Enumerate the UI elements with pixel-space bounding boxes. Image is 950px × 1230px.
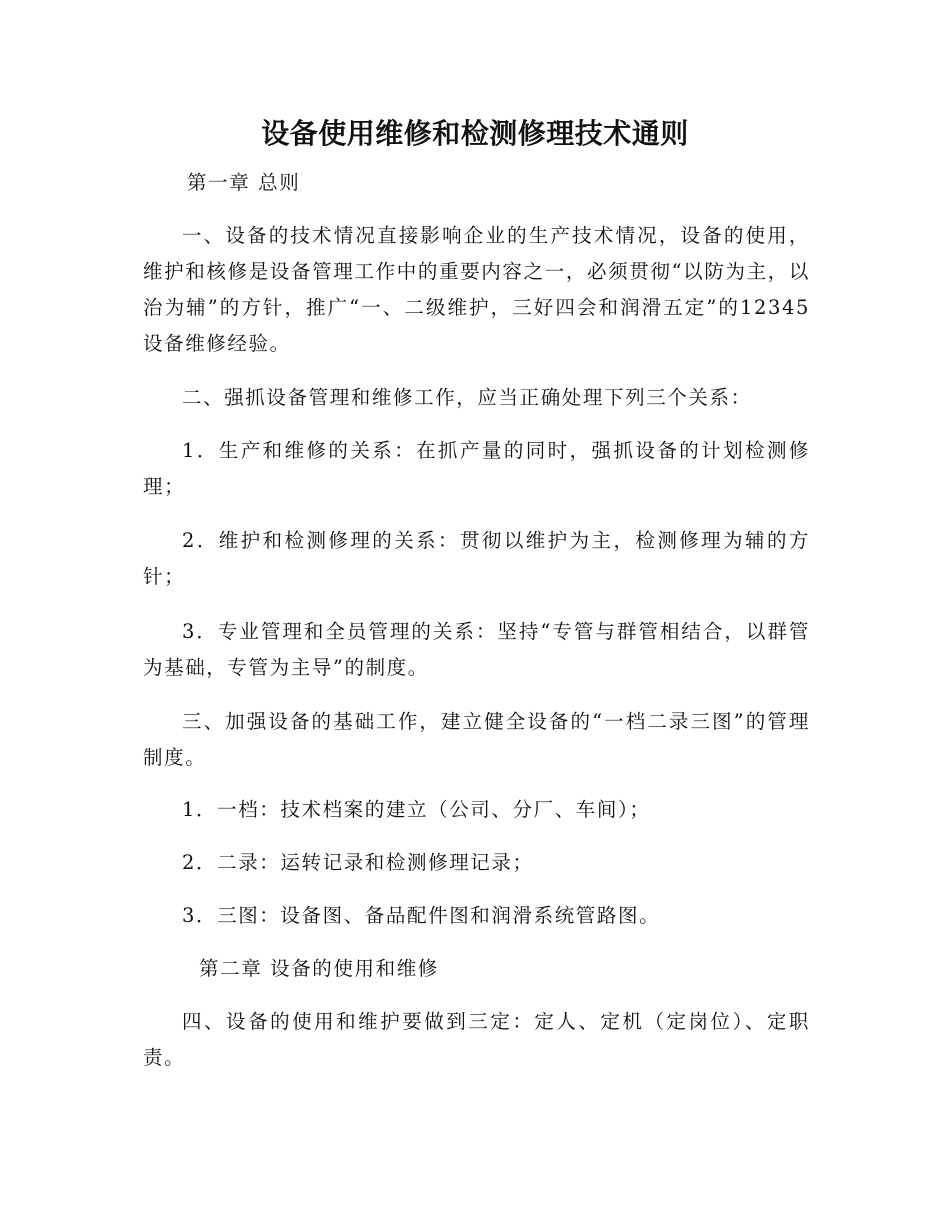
paragraph-8: 2．二录：运转记录和检测修理记录； bbox=[182, 851, 534, 874]
document-title: 设备使用维修和检测修理技术通则 bbox=[261, 117, 689, 150]
chapter-heading-2: 第二章 设备的使用和维修 bbox=[199, 957, 439, 980]
paragraph-2: 二、强抓设备管理和维修工作，应当正确处理下列三个关系： bbox=[182, 386, 752, 409]
paragraph-6: 三、加强设备的基础工作，建立健全设备的“一档二录三图”的管理制度。 bbox=[143, 710, 810, 769]
paragraph-4: 2．维护和检测修理的关系：贯彻以维护为主，检测修理为辅的方针； bbox=[143, 529, 810, 588]
paragraph-3: 1．生产和维修的关系：在抓产量的同时，强抓设备的计划检测修理； bbox=[143, 439, 810, 498]
paragraph-1: 一、设备的技术情况直接影响企业的生产技术情况，设备的使用，维护和核修是设备管理工作中的重要内容之一，必须贯彻“以防为主，以治为辅”的方针，推广“一、二级维护，三好四会和润滑五定”的12345设备维修经验。 bbox=[143, 224, 810, 355]
paragraph-10: 四、设备的使用和维护要做到三定：定人、定机（定岗位）、定职责。 bbox=[143, 1010, 810, 1069]
paragraph-9: 3．三图：设备图、备品配件图和润滑系统管路图。 bbox=[182, 904, 661, 927]
paragraph-7: 1．一档：技术档案的建立（公司、分厂、车间）； bbox=[182, 798, 651, 821]
paragraph-5: 3．专业管理和全员管理的关系：坚持“专管与群管相结合，以群管为基础，专管为主导”的制度。 bbox=[143, 620, 810, 679]
chapter-heading-1: 第一章 总则 bbox=[187, 171, 301, 194]
